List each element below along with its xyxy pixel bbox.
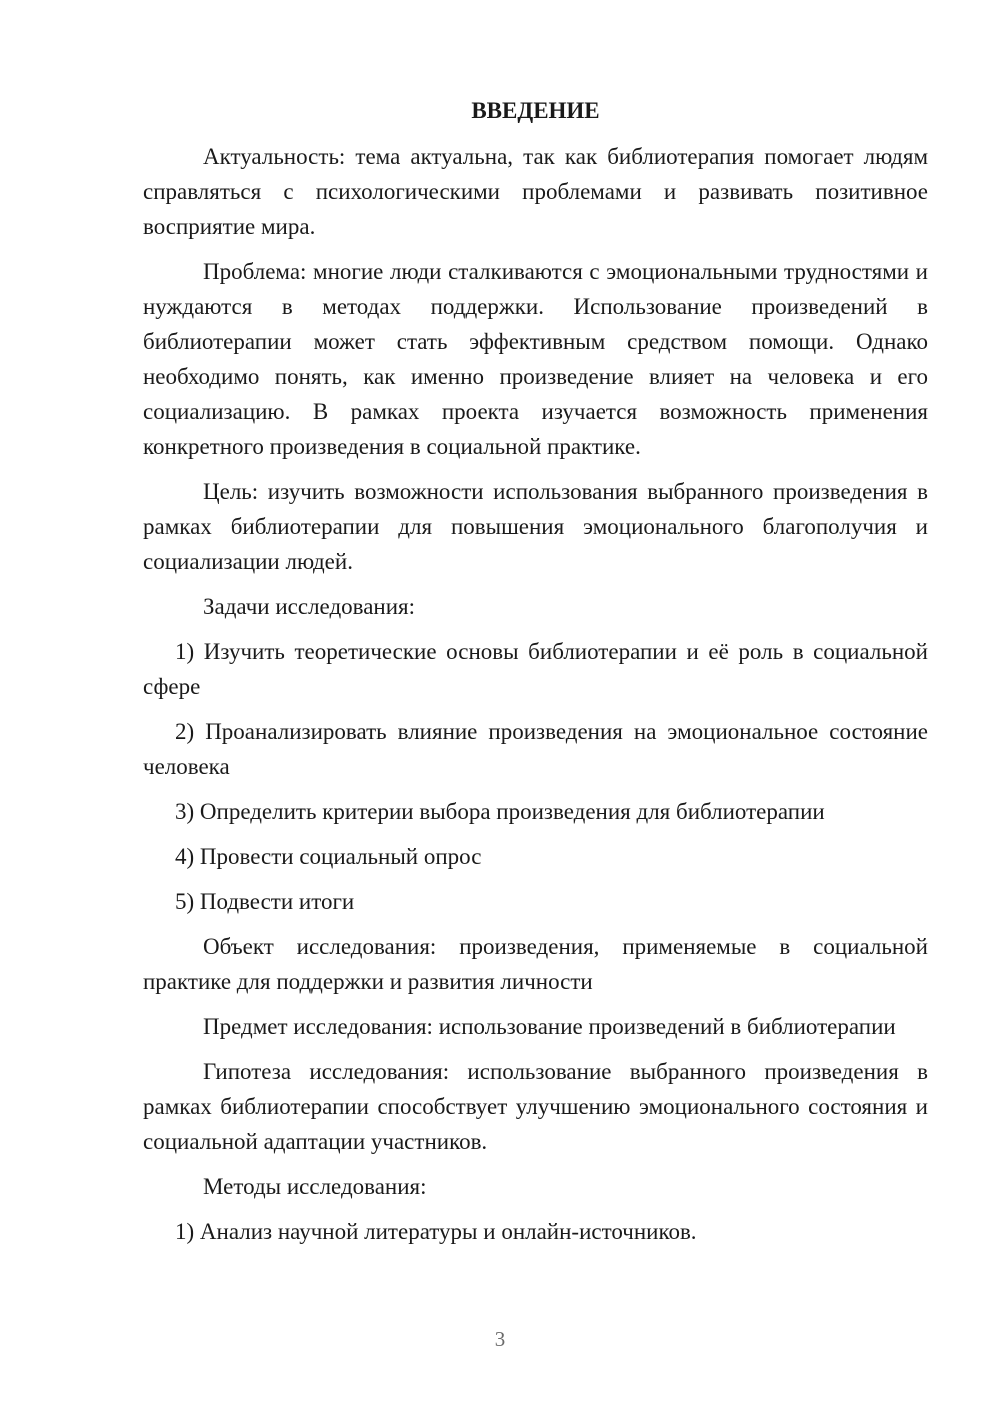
task-item-1: 1) Изучить теоретические основы библиотерапии и её роль в социальной сфере	[143, 639, 928, 699]
object-paragraph: Объект исследования: произведения, применяемые в социальной практике для поддержки и развития личности	[143, 934, 928, 994]
methods-heading: Методы исследования:	[203, 1174, 427, 1199]
subject-paragraph: Предмет исследования: использование произведений в библиотерапии	[203, 1014, 896, 1039]
problem-paragraph: Проблема: многие люди сталкиваются с эмоциональными трудностями и нуждаются в методах поддержки. Использование произведений в библиотерапии может стать эффективным средством помощи. Однако необходимо понять, как именно произведение влияет на человека и его социализацию. В рамках проекта изучается возможность применения конкретного произведения в социальной практике.	[143, 259, 928, 459]
method-item-1: 1) Анализ научной литературы и онлайн-источников.	[175, 1219, 697, 1244]
hypothesis-paragraph: Гипотеза исследования: использование выбранного произведения в рамках библиотерапии способствует улучшению эмоционального состояния и социальной адаптации участников.	[143, 1059, 928, 1154]
page-number: 3	[494, 1327, 506, 1351]
task-item-5: 5) Подвести итоги	[175, 889, 355, 914]
relevance-paragraph: Актуальность: тема актуальна, так как библиотерапия помогает людям справляться с психологическими проблемами и развивать позитивное восприятие мира.	[143, 144, 928, 239]
task-item-2: 2) Проанализировать влияние произведения на эмоциональное состояние человека	[143, 719, 928, 779]
tasks-heading: Задачи исследования:	[203, 594, 416, 619]
document-page	[143, 93, 928, 1259]
page-title: ВВЕДЕНИЕ	[471, 98, 600, 123]
goal-paragraph: Цель: изучить возможности использования выбранного произведения в рамках библиотерапии для повышения эмоционального благополучия и социализации людей.	[143, 479, 928, 574]
task-item-4: 4) Провести социальный опрос	[175, 844, 482, 869]
task-item-3: 3) Определить критерии выбора произведения для библиотерапии	[175, 799, 825, 824]
